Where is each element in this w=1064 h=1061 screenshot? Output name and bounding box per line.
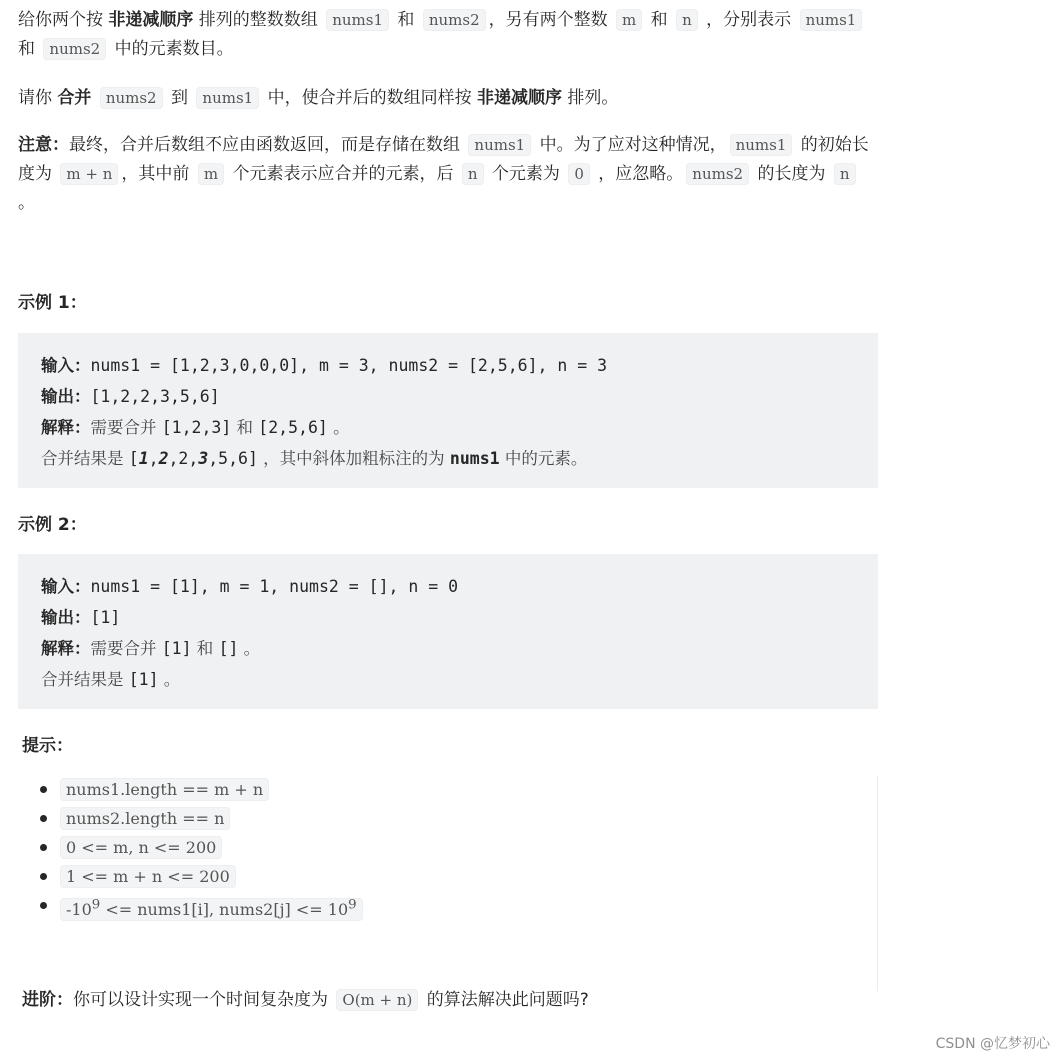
example-1-output: 输出：[1,2,2,3,5,6] <box>41 387 220 406</box>
note-paragraph: 注意：最终，合并后数组不应由函数返回，而是存储在数组 nums1 中。为了应对这种情况， nums1 的初始长度为 m + n ，其中前 m 个元素表示应合并的元素，后 n 个元素为 0 ，应忽略。 nums2 的长度为 n 。 <box>18 135 869 213</box>
code-nums1: nums1 <box>800 9 863 31</box>
bullet-icon <box>40 873 47 880</box>
list-item: nums1.length == m + n <box>60 775 363 804</box>
example-1-explain: 解释：需要合并 [1,2,3] 和 [2,5,6] 。 <box>41 418 350 437</box>
bullet-icon <box>40 844 47 851</box>
hints-list <box>22 775 363 920</box>
code-zero: 0 <box>568 163 590 185</box>
example-2-block <box>18 554 878 709</box>
list-item: 0 <= m, n <= 200 <box>60 833 363 862</box>
advanced-paragraph: 进阶：你可以设计实现一个时间复杂度为 O(m + n) 的算法解决此问题吗? <box>22 990 589 1010</box>
hints-title: 提示： <box>22 736 73 756</box>
code-complexity: O(m + n) <box>336 989 418 1011</box>
code-m: m <box>616 9 642 31</box>
code-nums1: nums1 <box>468 134 531 156</box>
code-n: n <box>834 163 856 185</box>
watermark: CSDN @忆梦初心 <box>935 1036 1050 1052</box>
code-nums1: nums1 <box>326 9 389 31</box>
note-label: 注意： <box>18 135 69 155</box>
bullet-icon <box>40 786 47 793</box>
example-2-result: 合并结果是 [1] 。 <box>41 670 181 689</box>
order-bold: 非递减顺序 <box>477 88 563 108</box>
code-m: m <box>198 163 224 185</box>
example-1-input: 输入：nums1 = [1,2,3,0,0,0], m = 3, nums2 = [2,5,6], n = 3 <box>41 356 608 375</box>
bullet-icon <box>40 902 47 909</box>
example-1-title: 示例 1： <box>18 293 87 313</box>
code-n: n <box>462 163 484 185</box>
example-2-explain: 解释：需要合并 [1] 和 [] 。 <box>41 639 261 658</box>
code-n: n <box>676 9 698 31</box>
code-nums2: nums2 <box>43 38 106 60</box>
advanced-label: 进阶： <box>22 990 73 1010</box>
code-nums2: nums2 <box>686 163 749 185</box>
bullet-icon <box>40 815 47 822</box>
list-item: $-10^9$ <= nums1[i], nums2[j] <= $10^9$ <box>60 891 363 920</box>
example-1-result: 合并结果是 [1,2,2,3,5,6] ，其中斜体加粗标注的为 nums1 中的元素。 <box>41 449 588 468</box>
example-2-title: 示例 2： <box>18 515 87 535</box>
intro-paragraph: 给你两个按 非递减顺序 排列的整数数组 nums1 和 nums2 ，另有两个整数 m 和 n ，分别表示 nums1 和 nums2 中的元素数目。 <box>18 6 878 64</box>
example-2-input: 输入：nums1 = [1], m = 1, nums2 = [], n = 0 <box>41 577 459 596</box>
example-1-block <box>18 333 878 488</box>
intro-bold: 非递减顺序 <box>108 10 194 30</box>
code-m-plus-n: m + n <box>60 163 118 185</box>
code-nums2: nums2 <box>423 9 486 31</box>
code-nums1: nums1 <box>730 134 793 156</box>
code-nums1: nums1 <box>196 87 259 109</box>
list-item: nums2.length == n <box>60 804 363 833</box>
merge-paragraph: 请你 合并 nums2 到 nums1 中，使合并后的数组同样按 非递减顺序 排列。 <box>18 88 619 108</box>
divider <box>877 776 878 991</box>
code-nums2: nums2 <box>100 87 163 109</box>
merge-bold: 合并 <box>57 88 92 108</box>
list-item: 1 <= m + n <= 200 <box>60 862 363 891</box>
example-2-output: 输出：[1] <box>41 608 121 627</box>
